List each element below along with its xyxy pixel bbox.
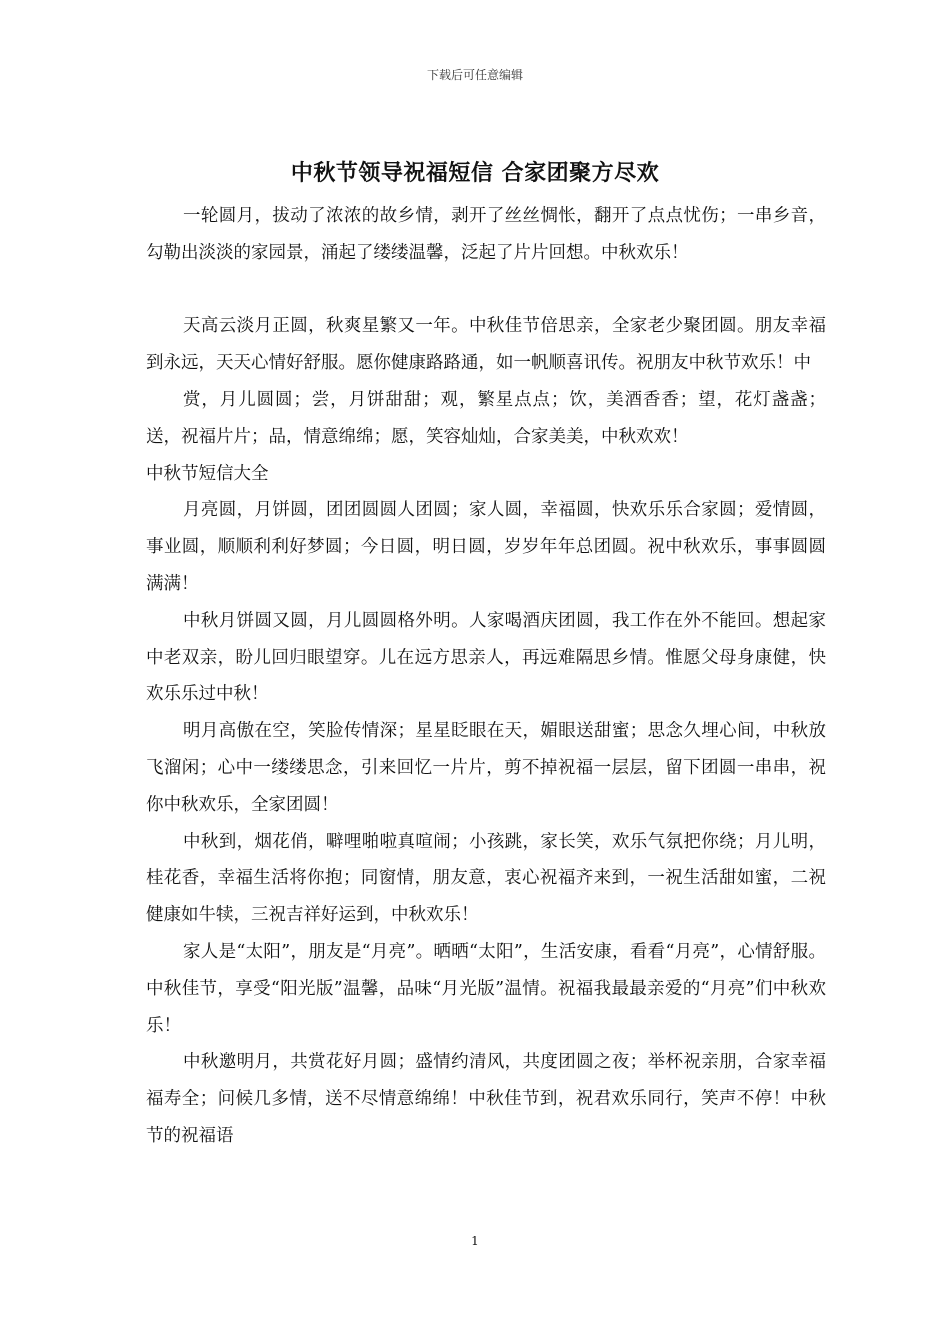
section-heading: 中秋节短信大全 xyxy=(146,463,269,484)
paragraph: 天高云淡月正圆，秋爽星繁又一年。中秋佳节倍思亲，全家老少聚团圆。朋友幸福到永远，天天心情好舒服。愿你健康路路通，如一帆顺喜讯传。祝朋友中秋节欢乐！中 xyxy=(146,316,826,374)
blank-line xyxy=(146,272,826,309)
paragraph: 明月高傲在空，笑脸传情深；星星眨眼在天，媚眼送甜蜜；思念久埋心间，中秋放飞溜闲；心中一缕缕思念，引来回忆一片片，剪不掉祝福一层层，留下团圆一串串，祝你中秋欢乐，全家团圆！ xyxy=(146,721,826,815)
paragraph: 赏，月儿圆圆；尝，月饼甜甜；观，繁星点点；饮，美酒香香；望，花灯盏盏；送，祝福片片；品，情意绵绵；愿，笑容灿灿，合家美美，中秋欢欢！ xyxy=(146,389,826,447)
document-body xyxy=(146,198,826,1155)
paragraph: 中秋月饼圆又圆，月儿圆圆格外明。人家喝酒庆团圆，我工作在外不能回。想起家中老双亲，盼儿回归眼望穿。儿在远方思亲人，再远难隔思乡情。惟愿父母身康健，快欢乐乐过中秋！ xyxy=(146,610,826,705)
paragraph: 一轮圆月，拔动了浓浓的故乡情，剥开了丝丝惆怅，翻开了点点忧伤；一串乡音，勾勒出淡淡的家园景，涌起了缕缕温馨，泛起了片片回想。中秋欢乐！ xyxy=(146,206,826,263)
paragraph: 家人是“太阳”，朋友是“月亮”。晒晒“太阳”，生活安康，看看“月亮”，心情舒服。中秋佳节，享受“阳光版”温馨，品味“月光版”温情。祝福我最最亲爱的“月亮”们中秋欢乐！ xyxy=(146,941,826,1036)
document-title: 中秋节领导祝福短信 合家团聚方尽欢 xyxy=(290,161,660,186)
header-note: 下载后可任意编辑 xyxy=(426,68,523,82)
page-number: 1 xyxy=(471,1234,479,1248)
paragraph: 中秋邀明月，共赏花好月圆；盛情约清风，共度团圆之夜；举杯祝亲朋，合家幸福福寿全；问候几多情，送不尽情意绵绵！中秋佳节到，祝君欢乐同行，笑声不停！中秋节的祝福语 xyxy=(146,1052,826,1146)
paragraph: 月亮圆，月饼圆，团团圆圆人团圆；家人圆，幸福圆，快欢乐乐合家圆；爱情圆，事业圆，顺顺利利好梦圆；今日圆，明日圆，岁岁年年总团圆。祝中秋欢乐，事事圆圆满满！ xyxy=(146,500,826,594)
paragraph: 中秋到，烟花俏，噼哩啪啦真喧闹；小孩跳，家长笑，欢乐气氛把你绕；月儿明，桂花香，幸福生活将你抱；同窗情，朋友意，衷心祝福齐来到，一祝生活甜如蜜，二祝健康如牛犊，三祝吉祥好运到，中秋欢乐！ xyxy=(146,831,826,926)
